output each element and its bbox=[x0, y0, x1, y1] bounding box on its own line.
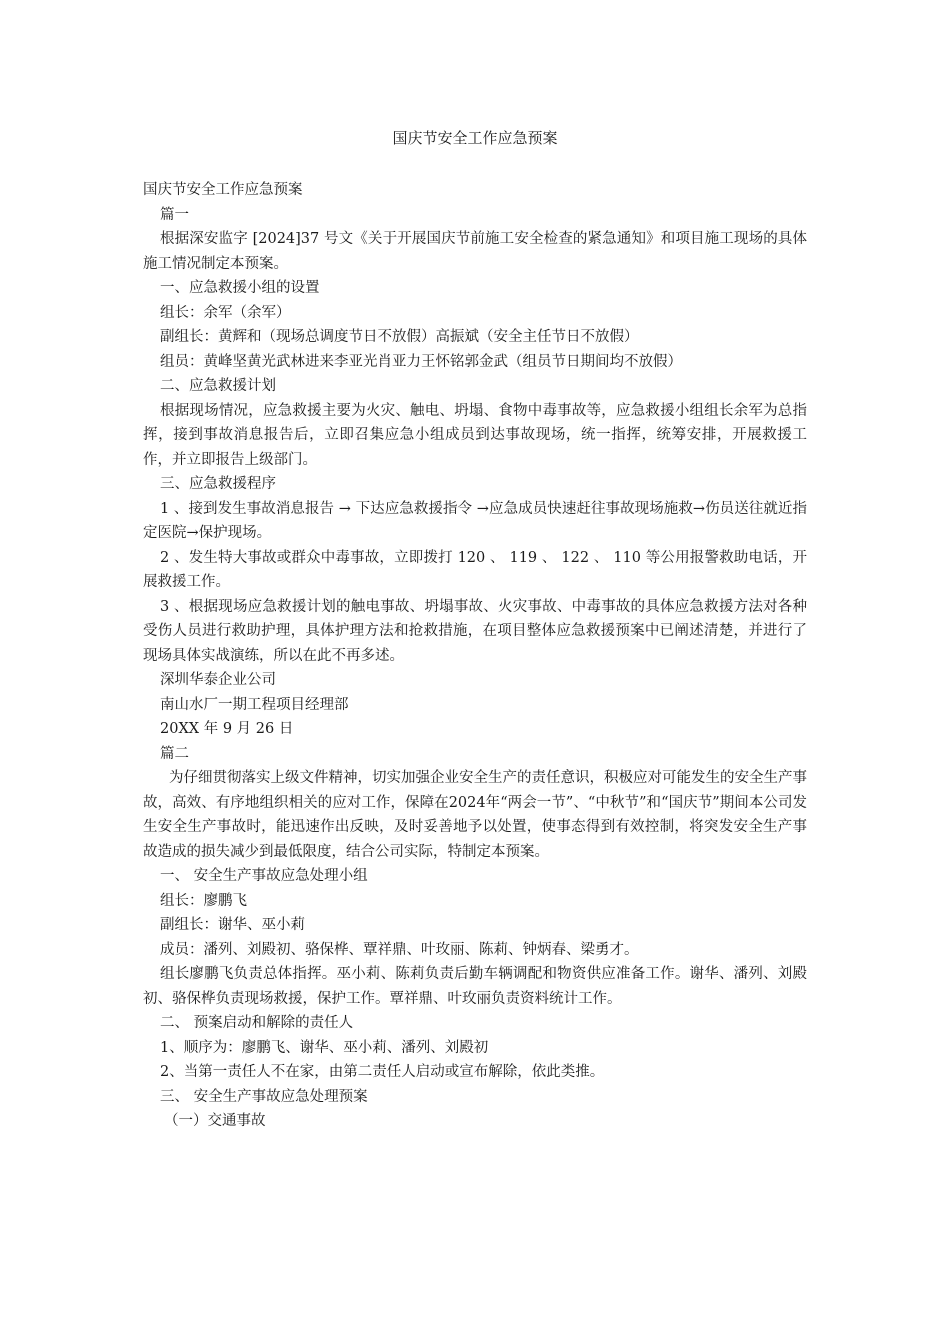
section-heading: 三、 安全生产事故应急处理预案 bbox=[160, 1088, 368, 1105]
paragraph: 组长廖鹏飞负责总体指挥。巫小莉、陈莉负责后勤车辆调配和物资供应准备工作。谢华、潘列、刘殿初、骆保桦负责现场救援，保护工作。覃祥鼎、叶玫丽负责资料统计工作。 bbox=[143, 966, 807, 1007]
signature-date: 20XX 年 9 月 26 日 bbox=[160, 721, 294, 737]
signature-company: 深圳华泰企业公司 bbox=[160, 672, 276, 688]
subsection-heading: （一）交通事故 bbox=[164, 1113, 266, 1129]
paragraph: 2 、发生特大事故或群众中毒事故，立即拨打 120 、 119 、 122 、 110 等公用报警救助电话，开展救援工作。 bbox=[143, 549, 807, 590]
paragraph: 根据深安监字 [2024]37 号文《关于开展国庆节前施工安全检查的紧急通知》和项目施工现场的具体施工情况制定本预案。 bbox=[143, 231, 807, 272]
paragraph: 副组长：黄辉和（现场总调度节日不放假）高振斌（安全主任节日不放假） bbox=[160, 329, 639, 345]
section-heading: 一、 安全生产事故应急处理小组 bbox=[160, 868, 368, 884]
section-heading: 二、 预案启动和解除的责任人 bbox=[160, 1015, 354, 1031]
document-title: 国庆节安全工作应急预案 bbox=[392, 129, 558, 147]
signature-department: 南山水厂一期工程项目经理部 bbox=[160, 696, 349, 713]
document-body bbox=[143, 178, 807, 1134]
paragraph: 2、当第一责任人不在家，由第二责任人启动或宣布解除，依此类推。 bbox=[160, 1064, 605, 1080]
paragraph: 组长：余军（余军） bbox=[160, 304, 291, 321]
paragraph: 1 、接到发生事故消息报告 → 下达应急救援指令 →应急成员快速赶往事故现场施救→伤员送往就近指定医院→保护现场。 bbox=[143, 500, 807, 541]
section-heading: 三、应急救援程序 bbox=[160, 476, 276, 492]
section-heading: 二、应急救援计划 bbox=[160, 378, 276, 394]
paragraph: 副组长：谢华、巫小莉 bbox=[160, 917, 305, 933]
section-heading: 一、应急救援小组的设置 bbox=[160, 280, 320, 296]
paragraph: 组长：廖鹏飞 bbox=[160, 892, 247, 909]
section-heading: 篇二 bbox=[160, 745, 189, 762]
paragraph: 1、顺序为：廖鹏飞、谢华、巫小莉、潘列、刘殿初 bbox=[160, 1039, 489, 1056]
section-heading: 篇一 bbox=[160, 206, 189, 223]
paragraph: 根据现场情况，应急救援主要为火灾、触电、坍塌、食物中毒事故等，应急救援小组组长余军为总指挥，接到事故消息报告后，立即召集应急小组成员到达事故现场，统一指挥，统筹安排，开展救援工作，并立即报告上级部门。 bbox=[143, 402, 807, 468]
paragraph: 为仔细贯彻落实上级文件精神，切实加强企业安全生产的责任意识，积极应对可能发生的安全生产事故，高效、有序地组织相关的应对工作，保障在2024年“两会一节”、“中秋节”和“国庆节”期间本公司发生安全生产事故时，能迅速作出反映，及时妥善地予以处置，使事态得到有效控制，将突发安全生产事故造成的损失减少到最低限度，结合公司实际，特制定本预案。 bbox=[143, 770, 807, 860]
paragraph: 3 、根据现场应急救援计划的触电事故、坍塌事故、火灾事故、中毒事故的具体应急救援方法对各种受伤人员进行救助护理，具体护理方法和抢救措施，在项目整体应急救援预案中已阐述清楚，并进行了现场具体实战演练，所以在此不再多述。 bbox=[143, 598, 807, 664]
paragraph: 成员：潘列、刘殿初、骆保桦、覃祥鼎、叶玫丽、陈莉、钟炳春、梁勇才。 bbox=[160, 941, 639, 958]
paragraph: 组员：黄峰坚黄光武林进来李亚光肖亚力王怀铭郭金武（组员节日期间均不放假） bbox=[160, 353, 682, 370]
paragraph: 国庆节安全工作应急预案 bbox=[143, 182, 303, 198]
